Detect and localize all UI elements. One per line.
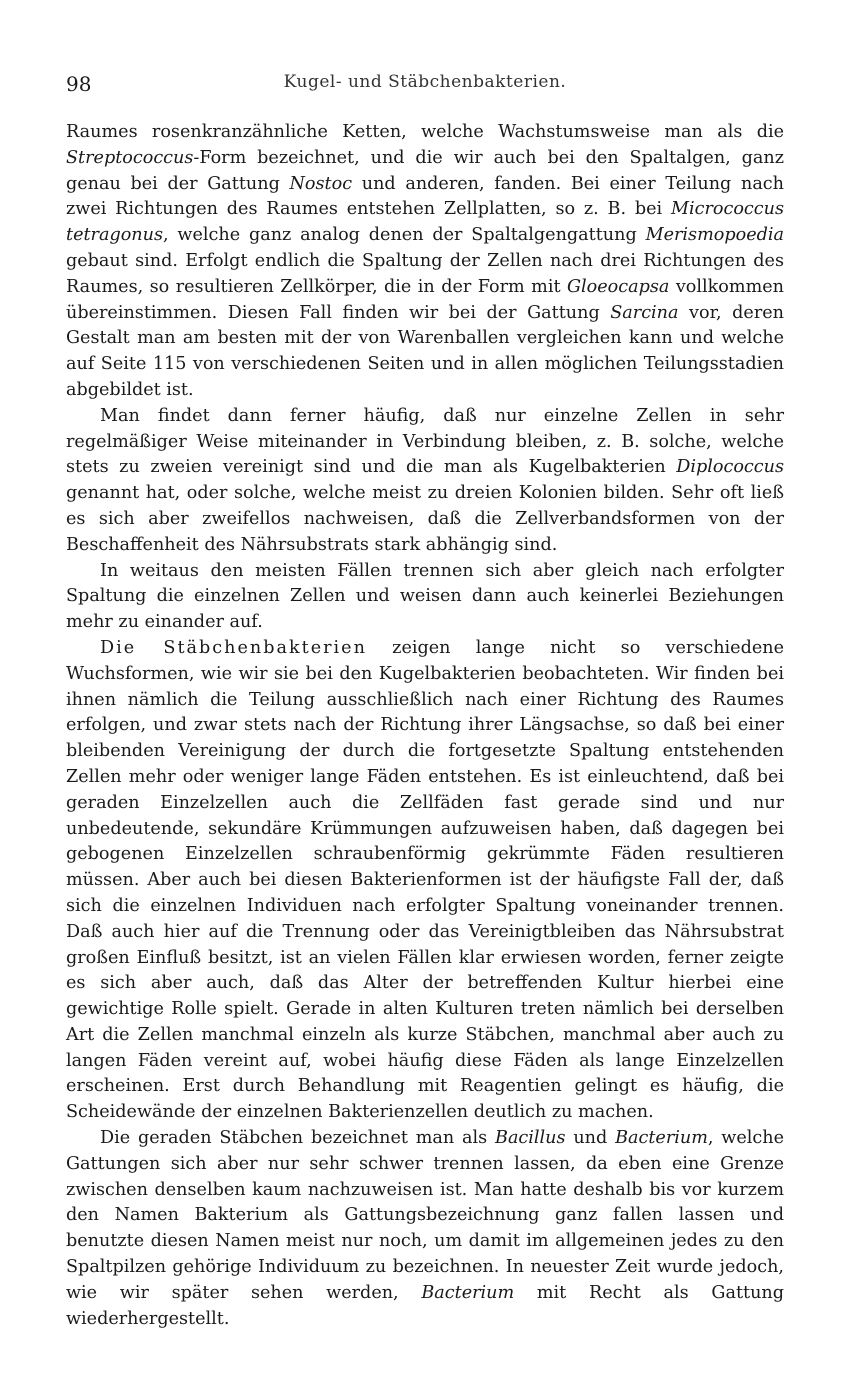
text-run: vollkommen übereinstimmen. Diesen Fall finden wir bei der Gattung: [66, 276, 784, 323]
text-run: und: [565, 1128, 616, 1149]
body-text: [66, 120, 784, 1332]
paragraph: [66, 120, 784, 404]
text-run: und anderen, fanden. Bei einer Teilung nach zwei Richtungen des Raumes entstehen Zellplatten, so z. B. bei: [66, 173, 784, 220]
text-run: Man findet dann ferner häufig, daß nur einzelne Zellen in sehr regelmäßiger Weise miteinander in Verbindung bleiben, z. B. solche, welche stets zu zweien vereinigt sind und die man als Kugelbakterien: [66, 405, 784, 478]
paragraph: [66, 1126, 784, 1332]
italic-term: Streptococcus: [66, 147, 194, 168]
italic-term: Merismopoedia: [645, 225, 784, 246]
text-run: Die geraden Stäbchen bezeichnet man als: [100, 1128, 496, 1149]
paragraph: [66, 636, 784, 1126]
text-run: -Form bezeichnet, und die wir auch bei den Spaltalgen, ganz genau bei der Gattung: [66, 147, 784, 194]
text-run: mit Recht als Gattung wiederhergestellt.: [66, 1282, 785, 1329]
text-run: Raumes rosenkranzähnliche Ketten, welche Wachstumsweise man als die: [66, 122, 784, 142]
text-run: vor, deren Gestalt man am besten mit der von Warenballen vergleichen kann und welche auf Seite 115 von verschiedenen Seiten und in allen möglichen Teilungsstadien abgebildet ist.: [66, 302, 784, 400]
text-run: gebaut sind. Erfolgt endlich die Spaltung der Zellen nach drei Richtungen des Raumes, so resultieren Zellkörper, die in der Form mit: [66, 250, 784, 297]
page-number: 98: [66, 72, 92, 96]
paragraph: [66, 404, 784, 559]
italic-term: Sarcina: [610, 302, 679, 323]
running-head: Kugel- und Stäbchenbakterien.: [283, 72, 567, 92]
italic-term: Diplococcus: [676, 457, 784, 478]
text-run: , welche Gattungen sich aber nur sehr schwer trennen lassen, da eben eine Grenze zwischen denselben kaum nachzuweisen ist. Man hatte deshalb bis vor kurzem den Namen Bakterium als Gattungsbezeichnung ganz fallen lassen und benutzte diesen Namen meist nur noch, um damit im allgemeinen jedes zu den Spaltpilzen gehörige Individuum zu bezeichnen. In neuester Zeit wurde jedoch, wie wir später sehen werden,: [66, 1128, 784, 1303]
page-header: [66, 72, 784, 102]
text-run: In weitaus den meisten Fällen trennen sich aber gleich nach erfolgter Spaltung die einzelnen Zellen und weisen dann auch keinerlei Beziehungen mehr zu einander auf.: [66, 560, 784, 633]
italic-term: Nostoc: [289, 173, 353, 194]
paragraph: [66, 559, 784, 636]
spaced-term: Die Stäbchenbakterien: [100, 637, 367, 658]
text-run: zeigen lange nicht so verschiedene Wuchsformen, wie wir sie bei den Kugelbakterien beobachteten. Wir finden bei ihnen nämlich die Teilung ausschließlich nach einer Richtung des Raumes erfolgen, und zwar stets nach der Richtung ihrer Längsachse, so daß bei einer bleibenden Vereinigung der durch die fortgesetzte Spaltung entstehenden Zellen mehr oder weniger lange Fäden entstehen. Es ist einleuchtend, daß bei geraden Einzelzellen auch die Zellfäden fast gerade sind und nur unbedeutende, sekundäre Krümmungen aufzuweisen haben, daß dagegen bei gebogenen Einzelzellen schraubenförmig gekrümmte Fäden resultieren müssen. Aber auch bei diesen Bakterienformen ist der häufigste Fall der, daß sich die einzelnen Individuen nach erfolgter Spaltung voneinander trennen. Daß auch hier auf die Trennung oder das Vereinigtbleiben das Nährsubstrat großen Einfluß besitzt, ist an vielen Fällen klar erwiesen worden, ferner zeigte es sich aber auch, daß das Alter der betreffenden Kultur hierbei eine gewichtige Rolle spielt. Gerade in alten Kulturen treten nämlich bei derselben Art die Zellen manchmal einzeln als kurze Stäbchen, manchmal aber auch zu langen Fäden vereint auf, wobei häufig diese Fäden als lange Einzelzellen erscheinen. Erst durch Behandlung mit Reagentien gelingt es häufig, die Scheidewände der einzelnen Bakterienzellen deutlich zu machen.: [66, 637, 784, 1123]
text-run: , welche ganz analog denen der Spaltalgengattung: [163, 225, 646, 246]
italic-term: Bacterium: [615, 1128, 708, 1149]
text-run: genannt hat, oder solche, welche meist zu dreien Kolonien bilden. Sehr oft ließ es sich aber zweifellos nachweisen, daß die Zellverbandsformen von der Beschaffenheit des Nährsubstrats stark abhängig sind.: [66, 483, 784, 555]
italic-term: Bacterium: [421, 1282, 515, 1303]
italic-term: Micrococcus tetragonus: [66, 199, 784, 246]
italic-term: Gloeocapsa: [566, 276, 670, 297]
italic-term: Bacillus: [495, 1128, 566, 1149]
